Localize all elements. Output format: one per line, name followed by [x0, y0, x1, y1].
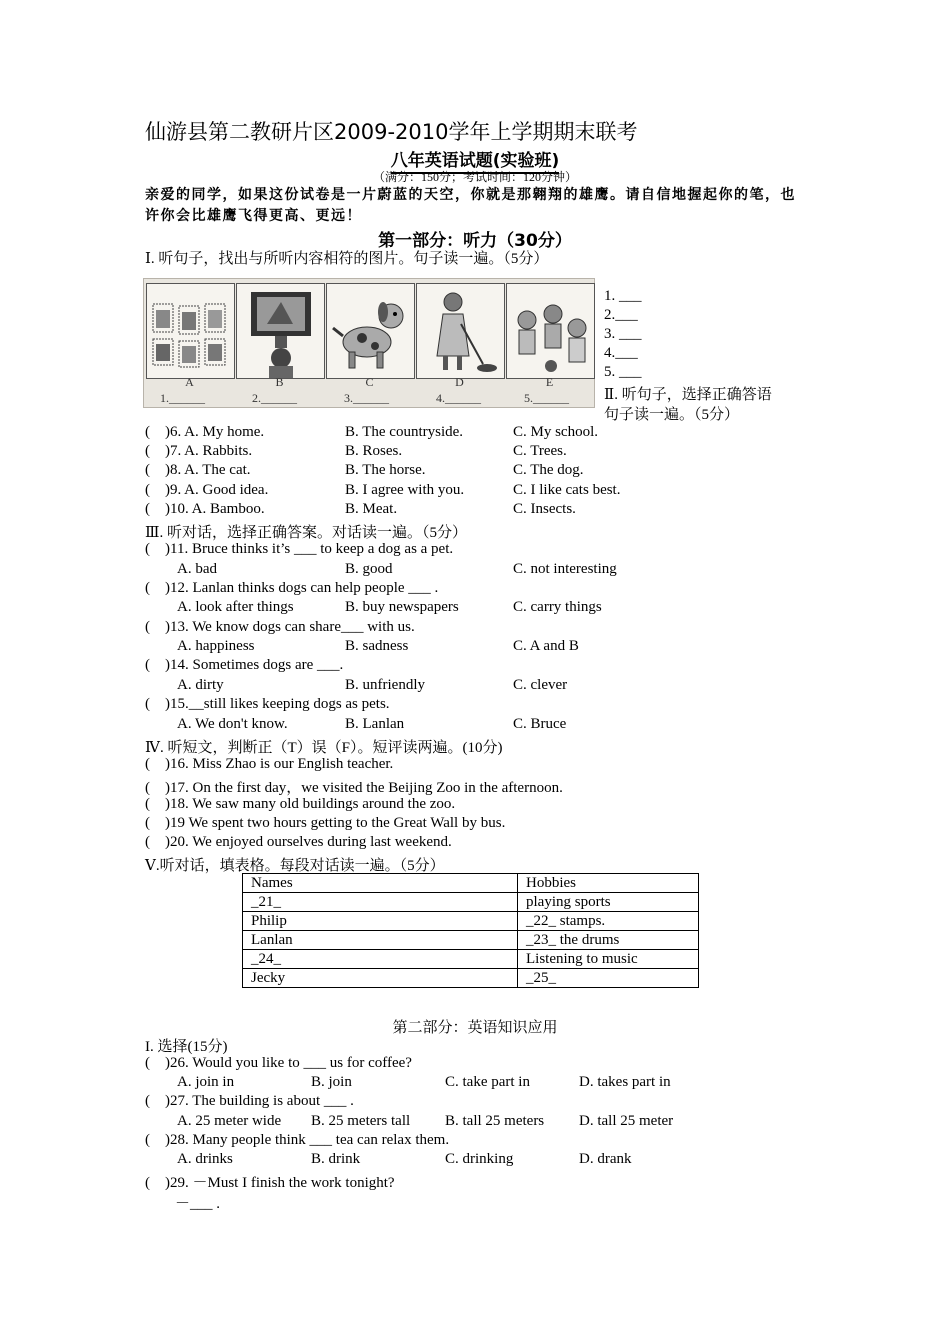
- picture-d: [416, 283, 505, 379]
- table-header-hobbies: Hobbies: [518, 874, 699, 893]
- question-18: ( )18. We saw many old buildings around the zoo.: [145, 796, 456, 812]
- question-26-option-d: D. takes part in: [579, 1074, 671, 1090]
- question-6-option-b: B. The countryside.: [345, 424, 464, 440]
- question-14-option-c: C. clever: [513, 677, 568, 693]
- question-13-option-b: B. sadness: [345, 638, 409, 654]
- exam-intro: 亲爱的同学，如果这份试卷是一片蔚蓝的天空，你就是那翱翔的雄鹰。请自信地握起你的笔，也许你会比雄鹰飞得更高、更远！: [145, 187, 796, 224]
- question-14-option-b: B. unfriendly: [345, 677, 425, 693]
- table-row: [243, 893, 699, 912]
- table-header-names: Names: [243, 874, 518, 893]
- question-28-option-b: B. drink: [311, 1151, 361, 1167]
- table-row: [243, 950, 699, 969]
- question-12-option-a: A. look after things: [177, 599, 294, 615]
- question-27-option-a: A. 25 meter wide: [177, 1113, 282, 1129]
- question-12: ( )12. Lanlan thinks dogs can help people ___ .: [145, 580, 439, 596]
- question-6-option-c: C. My school.: [513, 424, 599, 440]
- question-12-option-c: C. carry things: [513, 599, 602, 615]
- question-28-option-d: D. drank: [579, 1151, 632, 1167]
- picture-label-e: E: [545, 375, 554, 389]
- question-26-option-b: B. join: [311, 1074, 352, 1090]
- question-13-option-a: A. happiness: [177, 638, 255, 654]
- picture-blank-1: 1.______: [160, 391, 205, 405]
- question-27-option-d: D. tall 25 meter: [579, 1113, 674, 1129]
- picture-blank-5: 5.______: [524, 391, 569, 405]
- section1-instruction: Ⅰ. 听句子，找出与所听内容相符的图片。句子读一遍。（5分）: [145, 251, 549, 267]
- section2-instruction-line2: 句子读一遍。（5分）: [604, 407, 740, 423]
- question-10-option-b: B. Meat.: [345, 501, 398, 517]
- table-cell: playing sports: [518, 893, 699, 912]
- question-11-option-a: A. bad: [177, 561, 217, 577]
- answer-blank-5[interactable]: 5. ___: [604, 364, 642, 380]
- tv-watching-illustration-icon: [237, 284, 324, 378]
- section3-instruction: Ⅲ. 听对话，选择正确答案。对话读一遍。（5分）: [145, 525, 467, 541]
- picture-label-d: D: [455, 375, 464, 389]
- section2-instruction-line1: Ⅱ. 听句子，选择正确答语: [604, 387, 772, 403]
- question-7: ( )7. A. Rabbits.: [145, 443, 253, 459]
- answer-blank-1[interactable]: 1. ___: [604, 288, 642, 304]
- question-12-option-b: B. buy newspapers: [345, 599, 459, 615]
- sweeping-woman-illustration-icon: [417, 284, 504, 378]
- exam-subtitle-text: 八年英语试题(实验班): [391, 151, 560, 174]
- stamps-illustration-icon: [147, 284, 234, 378]
- question-10: ( )10. A. Bamboo.: [145, 501, 265, 517]
- picture-a: [146, 283, 235, 379]
- table-cell[interactable]: _21_: [243, 893, 518, 912]
- question-10-option-c: C. Insects.: [513, 501, 576, 517]
- picture-b: [236, 283, 325, 379]
- picture-label-a: A: [185, 375, 194, 389]
- answer-blank-3[interactable]: 3. ___: [604, 326, 642, 342]
- question-13: ( )13. We know dogs can share___ with us.: [145, 619, 415, 635]
- picture-label-b: B: [275, 375, 284, 389]
- table-cell[interactable]: _24_: [243, 950, 518, 969]
- question-14-option-a: A. dirty: [177, 677, 224, 693]
- question-27-option-b: B. 25 meters tall: [311, 1113, 411, 1129]
- question-19: ( )19 We spent two hours getting to the Great Wall by bus.: [145, 815, 506, 831]
- question-28-option-c: C. drinking: [445, 1151, 514, 1167]
- question-15: ( )15.__still likes keeping dogs as pets.: [145, 696, 390, 712]
- table-cell[interactable]: _23_ the drums: [518, 931, 699, 950]
- question-11-option-b: B. good: [345, 561, 393, 577]
- part2-section1-instruction: I. 选择(15分): [145, 1039, 228, 1055]
- question-8: ( )8. A. The cat.: [145, 462, 251, 478]
- question-27: ( )27. The building is about ___ .: [145, 1093, 354, 1109]
- question-26: ( )26. Would you like to ___ us for coffee?: [145, 1055, 412, 1071]
- question-13-option-c: C. A and B: [513, 638, 579, 654]
- table-row: [243, 931, 699, 950]
- question-20: ( )20. We enjoyed ourselves during last weekend.: [145, 834, 452, 850]
- question-17: ( )17. On the first day，we visited the Beijing Zoo in the afternoon.: [145, 780, 563, 796]
- question-9: ( )9. A. Good idea.: [145, 482, 269, 498]
- question-26-option-c: C. take part in: [445, 1074, 530, 1090]
- question-7-option-b: B. Roses.: [345, 443, 403, 459]
- exam-meta: （满分：150分；考试时间：120分钟）: [372, 170, 577, 184]
- question-15-option-b: B. Lanlan: [345, 716, 405, 732]
- table-cell[interactable]: _25_: [518, 969, 699, 988]
- picture-strip: [143, 278, 595, 408]
- question-7-option-c: C. Trees.: [513, 443, 567, 459]
- table-row: [243, 969, 699, 988]
- question-8-option-b: B. The horse.: [345, 462, 426, 478]
- section5-instruction: Ⅴ.听对话，填表格。每段对话读一遍。（5分）: [145, 858, 445, 874]
- question-26-option-a: A. join in: [177, 1074, 235, 1090]
- part2-heading: 第二部分：英语知识应用: [392, 1018, 558, 1036]
- question-28: ( )28. Many people think ___ tea can relax them.: [145, 1132, 450, 1148]
- table-row: [243, 912, 699, 931]
- table-row: [243, 874, 699, 893]
- answer-blank-4[interactable]: 4.___: [604, 345, 638, 361]
- question-15-option-a: A. We don't know.: [177, 716, 288, 732]
- answer-blank-2[interactable]: 2.___: [604, 307, 638, 323]
- table-cell[interactable]: _22_ stamps.: [518, 912, 699, 931]
- picture-blank-4: 4.______: [436, 391, 481, 405]
- hobbies-table: [242, 873, 699, 988]
- part1-heading: 第一部分：听力（30分）: [378, 231, 572, 251]
- picture-e: [506, 283, 595, 379]
- picture-blank-3: 3.______: [344, 391, 389, 405]
- question-29: ( )29. －Must I finish the work tonight?: [145, 1175, 395, 1191]
- table-cell: Listening to music: [518, 950, 699, 969]
- question-27-option-c: B. tall 25 meters: [445, 1113, 545, 1129]
- picture-blank-2: 2.______: [252, 391, 297, 405]
- question-11: ( )11. Bruce thinks it’s ___ to keep a dog as a pet.: [145, 541, 454, 557]
- table-cell: Lanlan: [243, 931, 518, 950]
- question-8-option-c: C. The dog.: [513, 462, 584, 478]
- kids-playing-illustration-icon: [507, 284, 594, 378]
- question-29-answer: －___ .: [175, 1196, 221, 1212]
- dog-illustration-icon: [327, 284, 414, 378]
- question-16: ( )16. Miss Zhao is our English teacher.: [145, 756, 394, 772]
- question-14: ( )14. Sometimes dogs are ___.: [145, 657, 344, 673]
- question-15-option-c: C. Bruce: [513, 716, 567, 732]
- question-11-option-c: C. not interesting: [513, 561, 617, 577]
- picture-label-c: C: [365, 375, 374, 389]
- picture-c: [326, 283, 415, 379]
- question-28-option-a: A. drinks: [177, 1151, 233, 1167]
- exam-title: 仙游县第二教研片区2009-2010学年上学期期末联考: [145, 120, 638, 144]
- table-cell: Philip: [243, 912, 518, 931]
- section4-instruction: Ⅳ. 听短文，判断正（T）误（F）。短评读两遍。(10分): [145, 740, 503, 756]
- question-6: ( )6. A. My home.: [145, 424, 265, 440]
- question-9-option-b: B. I agree with you.: [345, 482, 465, 498]
- question-9-option-c: C. I like cats best.: [513, 482, 621, 498]
- table-cell: Jecky: [243, 969, 518, 988]
